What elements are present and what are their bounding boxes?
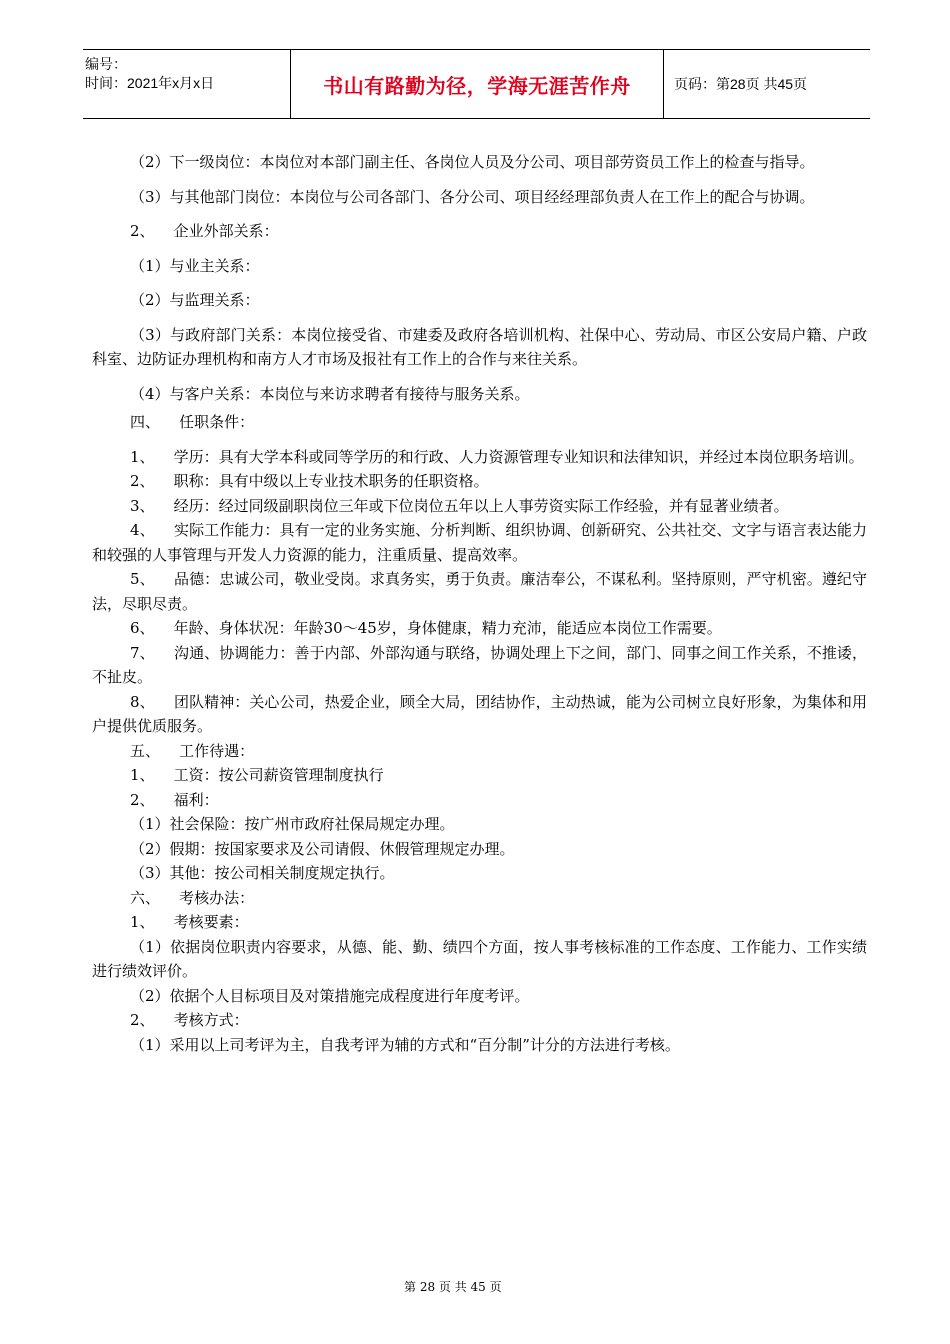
paragraph: 2、 职称：具有中级以上专业技术职务的任职资格。 — [130, 472, 489, 490]
paragraph: 3、 经历：经过同级副职岗位三年或下位岗位五年以上人事劳资实际工作经验，并有显著业绩者。 — [130, 496, 789, 515]
paragraph: 2、 考核方式： — [130, 1011, 249, 1029]
paragraph: 1、 考核要素： — [130, 913, 249, 931]
paragraph: 2、 企业外部关系： — [130, 222, 279, 240]
section-heading: 四、 任职条件： — [130, 413, 255, 431]
paragraph: （2）与监理关系： — [130, 291, 260, 309]
paragraph: （3）与其他部门岗位：本岗位与公司各部门、各分公司、项目经经理部负责人在工作上的配合与协调。 — [130, 187, 815, 206]
paragraph: （1）与业主关系： — [130, 256, 260, 275]
paragraph: 6、 年龄、身体状况：年龄30～45岁，身体健康，精力充沛，能适应本岗位工作需要。 — [130, 619, 722, 637]
paragraph: 8、 团队精神：关心公司，热爱企业，顾全大局，团结协作，主动热诚，能为公司树立良好形象，为集体和用户提供优质服务。 — [92, 692, 867, 735]
page-footer: 第 28 页 共 45 页 — [404, 1280, 502, 1294]
header-page-info: 页码：第28页 共45页 — [674, 76, 808, 92]
paragraph: （1）采用以上司考评为主，自我考评为辅的方式和“百分制”计分的方法进行考核。 — [130, 1035, 680, 1054]
header-motto: 书山有路勤为径，学海无涯苦作舟 — [290, 50, 664, 118]
paragraph: （3）其他：按公司相关制度规定执行。 — [130, 864, 395, 882]
serial-number-label: 编号： — [85, 56, 127, 72]
paragraph: 2、 福利： — [130, 790, 219, 809]
paragraph: （4）与客户关系：本岗位与来访求聘者有接待与服务关系。 — [130, 384, 530, 403]
paragraph: （1）社会保险：按广州市政府社保局规定办理。 — [130, 815, 455, 833]
paragraph: （1）依据岗位职责内容要求，从德、能、勤、绩四个方面，按人事考核标准的工作态度、工作能力、工作实绩进行绩效评价。 — [92, 937, 867, 980]
paragraph: 5、 品德：忠诚公司，敬业受岗。求真务实，勇于负责。廉洁奉公，不谋私利。坚持原则，严守机密。遵纪守法，尽职尽责。 — [92, 570, 867, 613]
header-meta — [83, 50, 290, 118]
document-body — [92, 150, 867, 1057]
paragraph: 1、 工资：按公司薪资管理制度执行 — [130, 766, 384, 784]
paragraph: （2）假期：按国家要求及公司请假、休假管理规定办理。 — [130, 839, 515, 858]
paragraph: （2）下一级岗位：本岗位对本部门副主任、各岗位人员及分公司、项目部劳资员工作上的检查与指导。 — [130, 153, 815, 171]
paragraph: （3）与政府部门关系：本岗位接受省、市建委及政府各培训机构、社保中心、劳动局、市区公安局户籍、户政科室、边防证办理机构和南方人才市场及报社有工作上的合作与来往关系。 — [92, 325, 867, 368]
paragraph: 1、 学历：具有大学本科或同等学历的和行政、人力资源管理专业知识和法律知识，并经过本岗位职务培训。 — [130, 447, 864, 466]
paragraph: 7、 沟通、协调能力：善于内部、外部沟通与联络，协调处理上下之间，部门、同事之间工作关系，不推诿，不扯皮。 — [92, 643, 867, 686]
section-heading: 五、 工作待遇： — [130, 741, 255, 760]
date-label: 时间：2021年x月x日 — [85, 75, 215, 91]
paragraph: 4、 实际工作能力：具有一定的业务实施、分析判断、组织协调、创新研究、公共社交、文字与语言表达能力和较强的人事管理与开发人力资源的能力，注重质量、提高效率。 — [92, 521, 867, 564]
page-header — [83, 49, 870, 119]
section-heading: 六、 考核办法： — [130, 888, 255, 907]
paragraph: （2）依据个人目标项目及对策措施完成程度进行年度考评。 — [130, 986, 530, 1005]
